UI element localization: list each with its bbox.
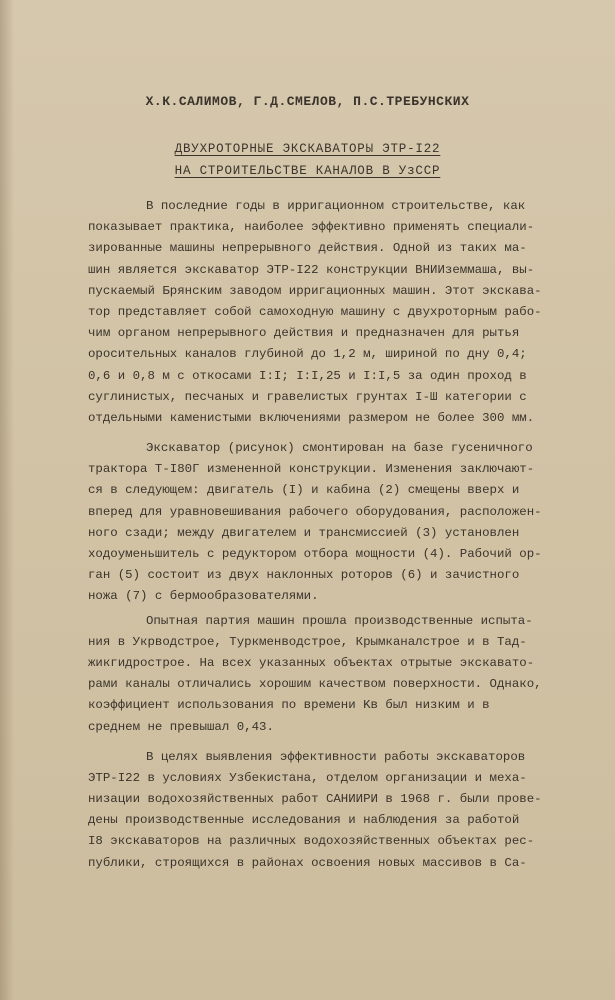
text-line: ся в следующем: двигатель (I) и кабина (2) смещены вверх и — [88, 483, 520, 498]
paragraph-gap — [88, 429, 593, 438]
text-line: суглинистых, песчаных и гравелистых грунтах I-Ш категории с — [88, 389, 527, 404]
text-line: жикгидрострое. На всех указанных объектах отрытые экскавато- — [88, 655, 535, 670]
paragraph-4 — [88, 747, 593, 874]
text-line: ходоуменьшитель с редуктором отбора мощности (4). Рабочий ор- — [88, 547, 542, 561]
text-line: ного сзади; между двигателем и трансмиссией (3) установлен — [88, 525, 520, 540]
text-line: ния в Укрводстрое, Туркменводстрое, Крымканалстрое и в Тад- — [88, 634, 527, 649]
title-line: НА СТРОИТЕЛЬСТВЕ КАНАЛОВ В УзССР — [174, 164, 441, 178]
text-line: тор представляет собой самоходную машину с двухроторным рабо- — [88, 304, 542, 319]
paragraph-3 — [88, 611, 593, 738]
text-line: отдельными каменистыми включениями размером не более 300 мм. — [88, 410, 535, 425]
text-line: ЭТР-I22 в условиях Узбекистана, отделом организации и меха- — [88, 770, 527, 785]
text-line: коэффициент использования по времени Kв был низким и в — [88, 698, 490, 713]
text-line: 0,6 и 0,8 м с откосами I:I; I:I,25 и I:I,5 за один проход в — [88, 368, 527, 383]
text-line: ган (5) состоит из двух наклонных роторов (6) и зачистного — [88, 568, 520, 583]
text-line: низации водохозяйственных работ САНИИРИ в 1968 г. были прове- — [88, 792, 542, 807]
text-line: дены производственные исследования и наблюдения за работой — [88, 813, 520, 828]
text-line: публики, строящихся в районах освоения новых массивов в Са- — [88, 855, 527, 870]
text-line: вперед для уравновешивания рабочего оборудования, расположен- — [88, 504, 542, 519]
text-line: показывает практика, наиболее эффективно применять специали- — [88, 220, 535, 235]
authors-line: Х.К.САЛИМОВ, Г.Д.СМЕЛОВ, П.С.ТРЕБУНСКИХ — [145, 94, 470, 109]
paragraph-2 — [88, 438, 593, 608]
text-line: Экскаватор (рисунок) смонтирован на базе гусеничного — [146, 441, 533, 456]
title-line: ДВУХРОТОРНЫЕ ЭКСКАВАТОРЫ ЭТР-I22 — [174, 142, 441, 156]
text-line: шин является экскаватор ЭТР-I22 конструкции ВНИИземмаша, вы- — [88, 262, 535, 277]
text-line: чим органом непрерывного действия и предназначен для рытья — [88, 326, 520, 341]
text-line: В последние годы в ирригационном строительстве, как — [146, 199, 526, 213]
text-line: оросительных каналов глубиной до 1,2 м, шириной по дну 0,4; — [88, 347, 527, 362]
text-line: ножа (7) с бермообразователями. — [88, 589, 319, 604]
text-line: зированные машины непрерывного действия. Одной из таких ма- — [88, 241, 527, 256]
text-line: среднем не превышал 0,43. — [88, 719, 274, 734]
text-line: В целях выявления эффективности работы экскаваторов — [146, 749, 526, 764]
text-line: трактора Т-I80Г измененной конструкции. Изменения заключают- — [88, 462, 535, 477]
text-line: пускаемый Брянским заводом ирригационных машин. Этот экскава- — [88, 283, 542, 298]
paragraph-gap — [88, 738, 593, 747]
text-line: I8 экскаваторов на различных водохозяйственных объектах рес- — [88, 834, 535, 849]
article-title — [0, 138, 615, 182]
text-line: Опытная партия машин прошла производственные испыта- — [146, 613, 533, 628]
text-line: рами каналы отличались хорошим качеством поверхности. Однако, — [88, 677, 542, 692]
paragraph-1 — [88, 196, 593, 429]
article-body — [88, 196, 593, 874]
